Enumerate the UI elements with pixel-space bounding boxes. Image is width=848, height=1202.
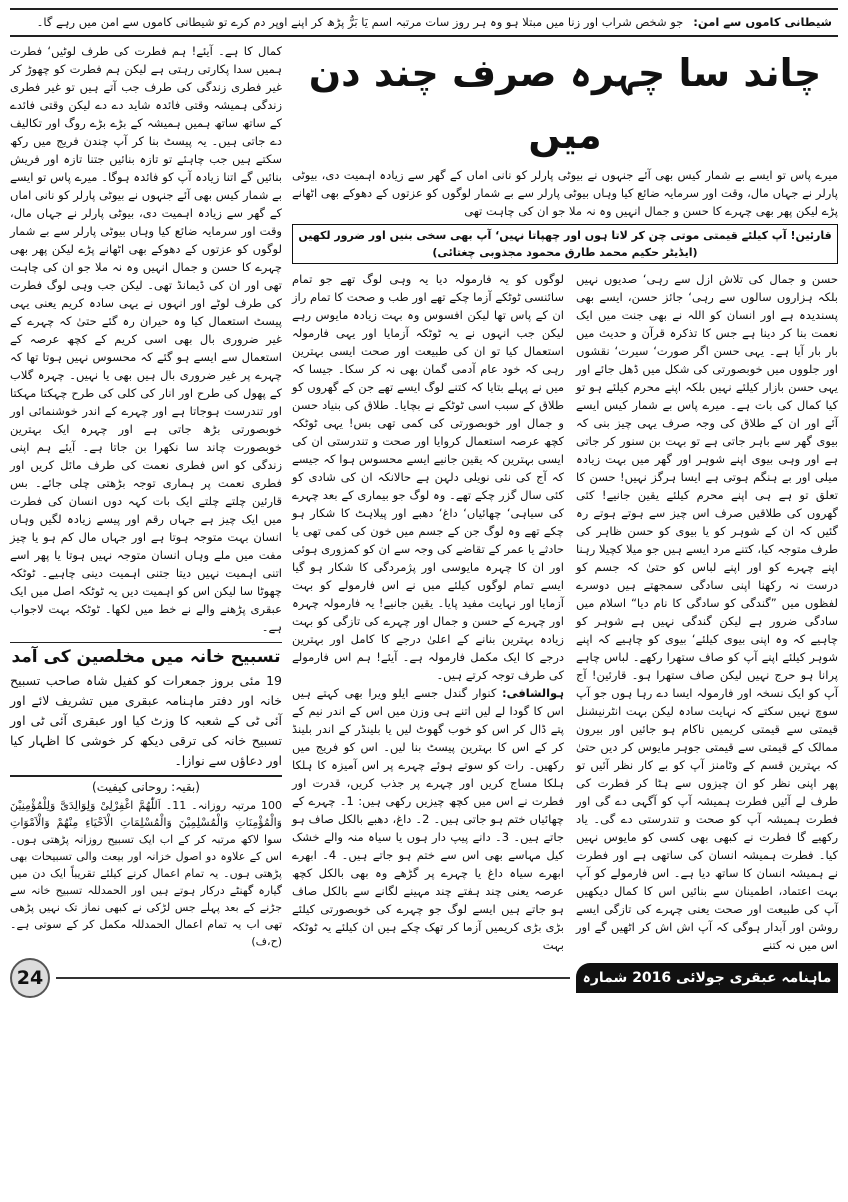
column-left-area	[10, 42, 282, 954]
column-left-text: کمال کا ہے۔ آیئے! ہم فطرت کی طرف لوٹیں‘ فطرت ہمیں سدا پکارتی رہتی ہے لیکن ہم فطرت کو چھوڑ کر غیر فطری زندگی کی طرف جب آتے ہیں تو غیر فطری زندگی ہمیشہ وقتی فائدہ شاید دے دے لیکن وقتی فائدے کے ساتھ ساتھ ہمیں ہمیشہ کے بڑے بڑے روگ اور تکالیف دے جاتی ہیں۔ یہ پیسٹ بنا کر آپ چندن فریج میں رکھ سکتے ہیں جب چاہئے تو تازہ بنائیں جتنا تازہ اور فریش بنائیں گے اتنا زیادہ آپ کو فائدہ ہوگا۔ میرے پاس تو ایسے بے شمار کیس بھی آئے جنہوں نے بیوٹی پارلر کو نانی اماں کے گھر سے زیادہ اہمیت دی، بیوٹی پارلر نے جہاں مال، وقت اور سرمایہ ضائع کیا وہاں بیوٹی پارلر سے بے شمار لوگوں کو عزتوں کے دھوکے بھی اٹھانے پڑے لیکن پھر بھی چہرے کا حسن و جمال انہیں وہ نہ ملا جو ان کی چاہت تھی اور ان کی ڈیمانڈ تھی۔ لیکن جب وہی لوگ فطرت کی طرف لوٹے اور انہوں نے یہی سادہ کریم یعنی یہی پیسٹ استعمال کیا وہ حیران رہ گئے حتیٰ کہ چہرے کے غیر ضروری بال بھی اسی کریم کے کچھ عرصہ کے استعمال سے ایسے ہو گئے کہ محسوس نہیں ہوتا تھا کہ چہرے پر غیر ضروری بال ہیں بھی یا نہیں۔ چہرہ گلاب کے پھول کی طرح اور انار کی کلی کی طرح چہکتا مہکتا اور تندرست ہوجاتا ہے اور چہرے کے اندر خوشنمائی اور خوبصورتی بڑھ جاتی ہے اور چہرہ ایک بہترین خوبصورت چاند سا نکھرا بن جاتا ہے۔ آیئے ہم اپنی زندگی کو اس فطری نعمت کی طرف مائل کریں اور فطری نعمت پر ہماری توجہ بڑھتی چلی جائے۔ بس قارئین چلتے چلتے ایک بات کہہ دوں انسان کی فطرت میں ایک چیز ہے جہاں رقم اور پیسے زیادہ لگیں وہاں انسان بہت متوجہ ہوتا ہے اور جہاں مال کم ہو یا چیز مفت میں ملے وہاں انسان متوجہ نہیں ہوتا یا پھر اسے اتنی اہمیت نہیں دیتا جتنی اہمیت دینی چاہیے۔ ٹوٹکہ چھوٹا سا لیکن اس کو اہمیت دیں یہ ٹوٹکہ اصل میں ایک عبقری پڑھنے والے نے خط میں لکھا۔ ٹوٹکہ بہت لاجواب ہے۔	[10, 44, 282, 634]
banner-rule	[10, 35, 838, 37]
footer-rule	[56, 977, 570, 979]
article-main-area	[292, 42, 838, 954]
footer	[10, 958, 838, 1016]
tasbeeh-box-heading: تسبیح خانہ میں مخلصین کی آمد	[11, 647, 281, 667]
banner-label: شیطانی کاموں سے امن:	[693, 15, 832, 29]
column-middle-text-b: کنوار گندل جسے ایلو ویرا بھی کہتے ہیں اس کا گودا لے لیں اتنے ہی وزن میں اس کے اندر نیم کے پتے ڈال کر اس کو خوب گھوٹ لیں یا بلینڈر کے اندر بلینڈ کر کے اس کا بہترین پیسٹ بنا لیں۔ اس کو فریج میں رکھیں۔ رات کو سوتے ہوئے چہرے پر اس آمیزہ کا ہلکا ہلکا مساج کریں اور چہرے پر جذب کریں، قدرت اور فطرت نے اس میں کچھ چیزیں رکھی ہیں: 1۔ چہرے کے چھائیاں ختم ہو جاتی ہیں۔ 2۔ داغ، دھبے بالکل صاف ہو جاتے ہیں۔ 3۔ دانے پیپ دار ہوں یا سیاہ منہ والے خشک کیل مہاسے بھی اس سے ختم ہو جاتے ہیں۔ 4۔ ابھرے ابھرے سیاہ داغ یا چہرے پر گڑھے وہ بھی بالکل کچھ عرصہ یعنی چند ہفتے چند مہینے لگانے سے بالکل صاف ہو جاتے ہیں ایسے لوگ جو چہرے کی خوبصورتی کیلئے بڑی بڑی کریمیں آزما کر تھک چکے ہیں ان کیلئے یہ ٹوٹکہ بہت	[292, 686, 564, 952]
editor-note: قارئین! آپ کیلئے قیمتی موتی چن کر لاتا ہوں اور چھپاتا نہیں‘ آپ بھی سخی بنیں اور ضرور لکھیں (ایڈیٹر حکیم محمد طارق محمود مجذوبی چغتائی)	[292, 224, 838, 264]
article-body	[10, 42, 838, 954]
baqiya-text: 100 مرتبہ روزانہ۔ 11۔ اَللّٰھُمَّ اغْفِرْلِیْ وَلِوَالِدَیَّ وَلِلْمُؤْمِنِیْنَ وَالْمُؤْمِنَاتِ وَالْمُسْلِمِیْنَ وَالْمُسْلِمَاتِ الْاَحْیَاءِ مِنْھُمْ وَالْاَمْوَاتِ سوا لاکھ مرتبہ کر کے اب ایک تسبیح روزانہ پڑھتی ہوں۔ اس کے علاوہ دو اصول خزانہ اور بیعت والی تسبیحات بھی پڑھتی ہوں۔ یہ تمام اعمال کرنے کیلئے تقریباً ایک دن میں گیارہ گھنٹے درکار ہوتے ہیں اور الحمدللہ تسبیح خانہ سے جڑنے کے بعد پہلے جس لڑکی نے کبھی نماز تک نہیں پڑھی تھی اب یہ تمام اعمال الحمدللہ مکمل کر کے سوتی ہے۔ (ح،ف)	[10, 799, 282, 948]
column-left	[10, 42, 282, 636]
column-middle	[292, 270, 564, 954]
tasbeeh-box-text: 19 مئی بروز جمعرات کو کفیل شاہ صاحب تسبیح خانہ اور دفتر ماہنامہ عبقری میں تشریف لائے اور آئی ٹی کے شعبہ کا وزٹ کیا اور عبقری آئی ٹی اور تسبیح خانہ کی ترقی دیکھ کر خوشی کا اظہار کیا اور دعاؤں سے نوازا۔	[10, 673, 282, 768]
page-number: 24	[10, 958, 50, 998]
column-middle-text-a: لوگوں کو یہ فارمولہ دیا یہ وہی لوگ تھے جو تمام سائنسی ٹوٹکے آزما چکے تھے اور طب و صحت کا تمام راز ان کے پاس تھا لیکن افسوس وہ بہت زیادہ مایوس رہے لیکن جب انہوں نے یہ ٹوٹکہ آزمایا اور یہی فارمولہ استعمال کیا تو ان کی طبیعت اور صحت ایسی بہترین رہی کہ خود عام آدمی گمان بھی نہ کر سکا۔ جیسا کہ میں نے پہلے بتایا کہ کتنے لوگ ایسے تھے جن کے گھروں کو طلاق کے سبب اسی ٹوٹکے نے بچایا۔ طلاق کی بنیاد حسن و جمال اور خوبصورتی کی کمی تھی بس! یہی ٹوٹکہ کچھ عرصہ استعمال کروایا اور صحت و تندرستی ان کی ایسی بہترین کہ یقین جانیے ایسے محسوس ہوا کہ جیسے کہ آج کی نئی نویلی دلہن ہے حالانکہ ان کی شادی کو کئی سال گزر چکے تھے۔ وہ لوگ جو بیماری کے بعد چہرے کی سیاہی‘ چھائیاں‘ داغ‘ دھبے اور پیلاہٹ کا شکار ہو چکے تھے وہ لوگ جن کے جسم میں خون کی کمی تھی یا حادثے یا عمر کے تقاضے کی وجہ سے ان کو کمزوری ہوئی اور ان کا چہرہ مایوسی اور پژمردگی کا شکار ہو گیا ایسے تمام لوگوں کیلئے میں نے اس فارمولے کو بہت آزمایا اور نہایت مفید پایا۔ یقین جانیے! یہ فارمولہ چہرہ اور چہرے کے حسن و جمال اور چہرے کی تازگی کو بہت زیادہ بہترین بنانے کے اعلیٰ درجے کا کامل اور بہترین درجے کا ایک مکمل فارمولہ ہے۔ آیئے! ہم اس فارمولے کی طرف توجہ کرتے ہیں۔	[292, 272, 564, 682]
footer-magazine-info: ماہنامہ عبقری جولائی 2016 شمارہ نمبر 121	[576, 963, 838, 993]
banner-text: جو شخص شراب اور زنا میں مبتلا ہو وہ ہر روز سات مرتبہ اسم یَا بَرُّ پڑھ کر اپنے اوپر دم کرے تو شیطانی کاموں سے امن میں رہے گا۔	[36, 15, 684, 29]
column-right-text: حسن و جمال کی تلاش ازل سے رہی‘ صدیوں نہیں بلکہ ہزاروں سالوں سے رہی‘ جائز حسن، ایسے بھی پسندیدہ ہے اور انسان کو اللہ نے بھی جنت میں ایک نعمت بنا کر دینا ہے جس کا تذکرہ قرآن و حدیث میں بار بار آیا ہے۔ یہی حسن اگر صورت‘ سیرت‘ نقشوں اور جلووں میں خوبصورتی کی شکل میں ڈھل جائے اور یہی حسن بازار کیلئے نہیں بلکہ اپنے محرم کیلئے ہو تو کیا کمال کی بات ہے۔ میرے پاس بے شمار کیس ایسے آئے اور ان کے طلاق کی وجہ صرف یہی چیز بنی کہ بیوی گھر سے باہر جاتی ہے تو بہت بن سنور کر جاتی ہے اور وہی بیوی اپنے شوہر اور گھر میں بہت زیادہ میلی اور بے ہنگم ہوتی ہے ایسا ہرگز نہیں! حسن کا تعلق تو ہے ہی اپنے محرم کیلئے یقین جانیے! کئی گھروں کی طلاقیں صرف اس چیز سے ہوتے ہوتے رہ گئیں کہ ان کے شوہر کو یا بیوی کو حسن ظاہر کی طرف متوجہ کیا، کتنے مرد ایسے ہیں جو میلا کچیلا رہنا اپنے چہرے کو اور اپنے لباس کو حتیٰ کہ جسم کو درست نہ رکھنا اپنی سادگی سمجھتے ہیں دوسرے لفظوں میں ”گندگی کو سادگی کا نام دیا“ اسلام میں سادگی ضرور ہے لیکن گندگی نہیں ہے شوہر کو چاہیے کہ وہ اپنی بیوی کیلئے‘ بیوی کو چاہیے کہ اپنے شوہر کیلئے اپنے آپ کو صاف ستھرا رکھے۔ لباس چاہے پرانا ہو حرج نہیں لیکن صاف ستھرا ہو۔ قارئین! آج آپ کو ایک نسخہ اور فارمولہ ایسا دے رہا ہوں جو آپ سوچ نہیں سکتے کہ نہایت سادہ لیکن بہت انٹرنیشنل قیمتی سے قیمتی کریمیں ناکام ہو جائیں اور بیرون ممالک کے قیمتی سے قیمتی جوہر مایوس کر دیں حتیٰ کہ بہترین قسم کے وٹامنز آپ کو بے کار نظر آئیں تو پھر اپنی نظر کو ان چیزوں سے ہٹا کر فطرت کی طرف لے آئیں فطرت ہمیشہ آپ کو آگہی دے گی اور فطرت ہمیشہ آپ کو صحت و تندرستی دے گی۔ یاد رکھیے گا فطرت نے کبھی بھی کسی کو مایوس نہیں کیا۔ فطرت ہمیشہ انسان کی ساتھی ہے اور فطرت نے ہمیشہ انسان کا ساتھ دیا ہے۔ اس فارمولے کو آپ بہت اعتماد، اطمینان سے بنائیں اس کا کمال دیکھیں آپ کی طبیعت اور صحت یعنی چہرے کی تازگی ایسے روشن اور آبدار ہوگی کہ آپ اش اش کر اٹھیں گے اور اس میں نہ کتنے	[576, 272, 838, 952]
article-intro: میرے پاس تو ایسے بے شمار کیس بھی آئے جنہوں نے بیوٹی پارلر کو نانی اماں کے گھر سے زیادہ اہمیت دی، بیوٹی پارلر نے جہاں مال، وقت اور سرمایہ ضائع کیا وہاں بیوٹی پارلر سے بے شمار لوگوں کو عزتوں کے دھوکے بھی اٹھانے پڑے لیکن پھر بھی چہرے کا حسن و جمال انہیں وہ نہ ملا جو ان کی چاہت تھی	[292, 168, 838, 218]
article-title: چاند سا چہرہ صرف چند دن میں	[308, 51, 822, 157]
article-columns	[292, 270, 838, 954]
column-right	[576, 270, 838, 954]
baqiya-heading: (بقیہ: روحانی کیفیت)	[92, 780, 200, 794]
recipe-label: ہوالشافی:	[502, 686, 565, 700]
banner	[10, 10, 838, 35]
